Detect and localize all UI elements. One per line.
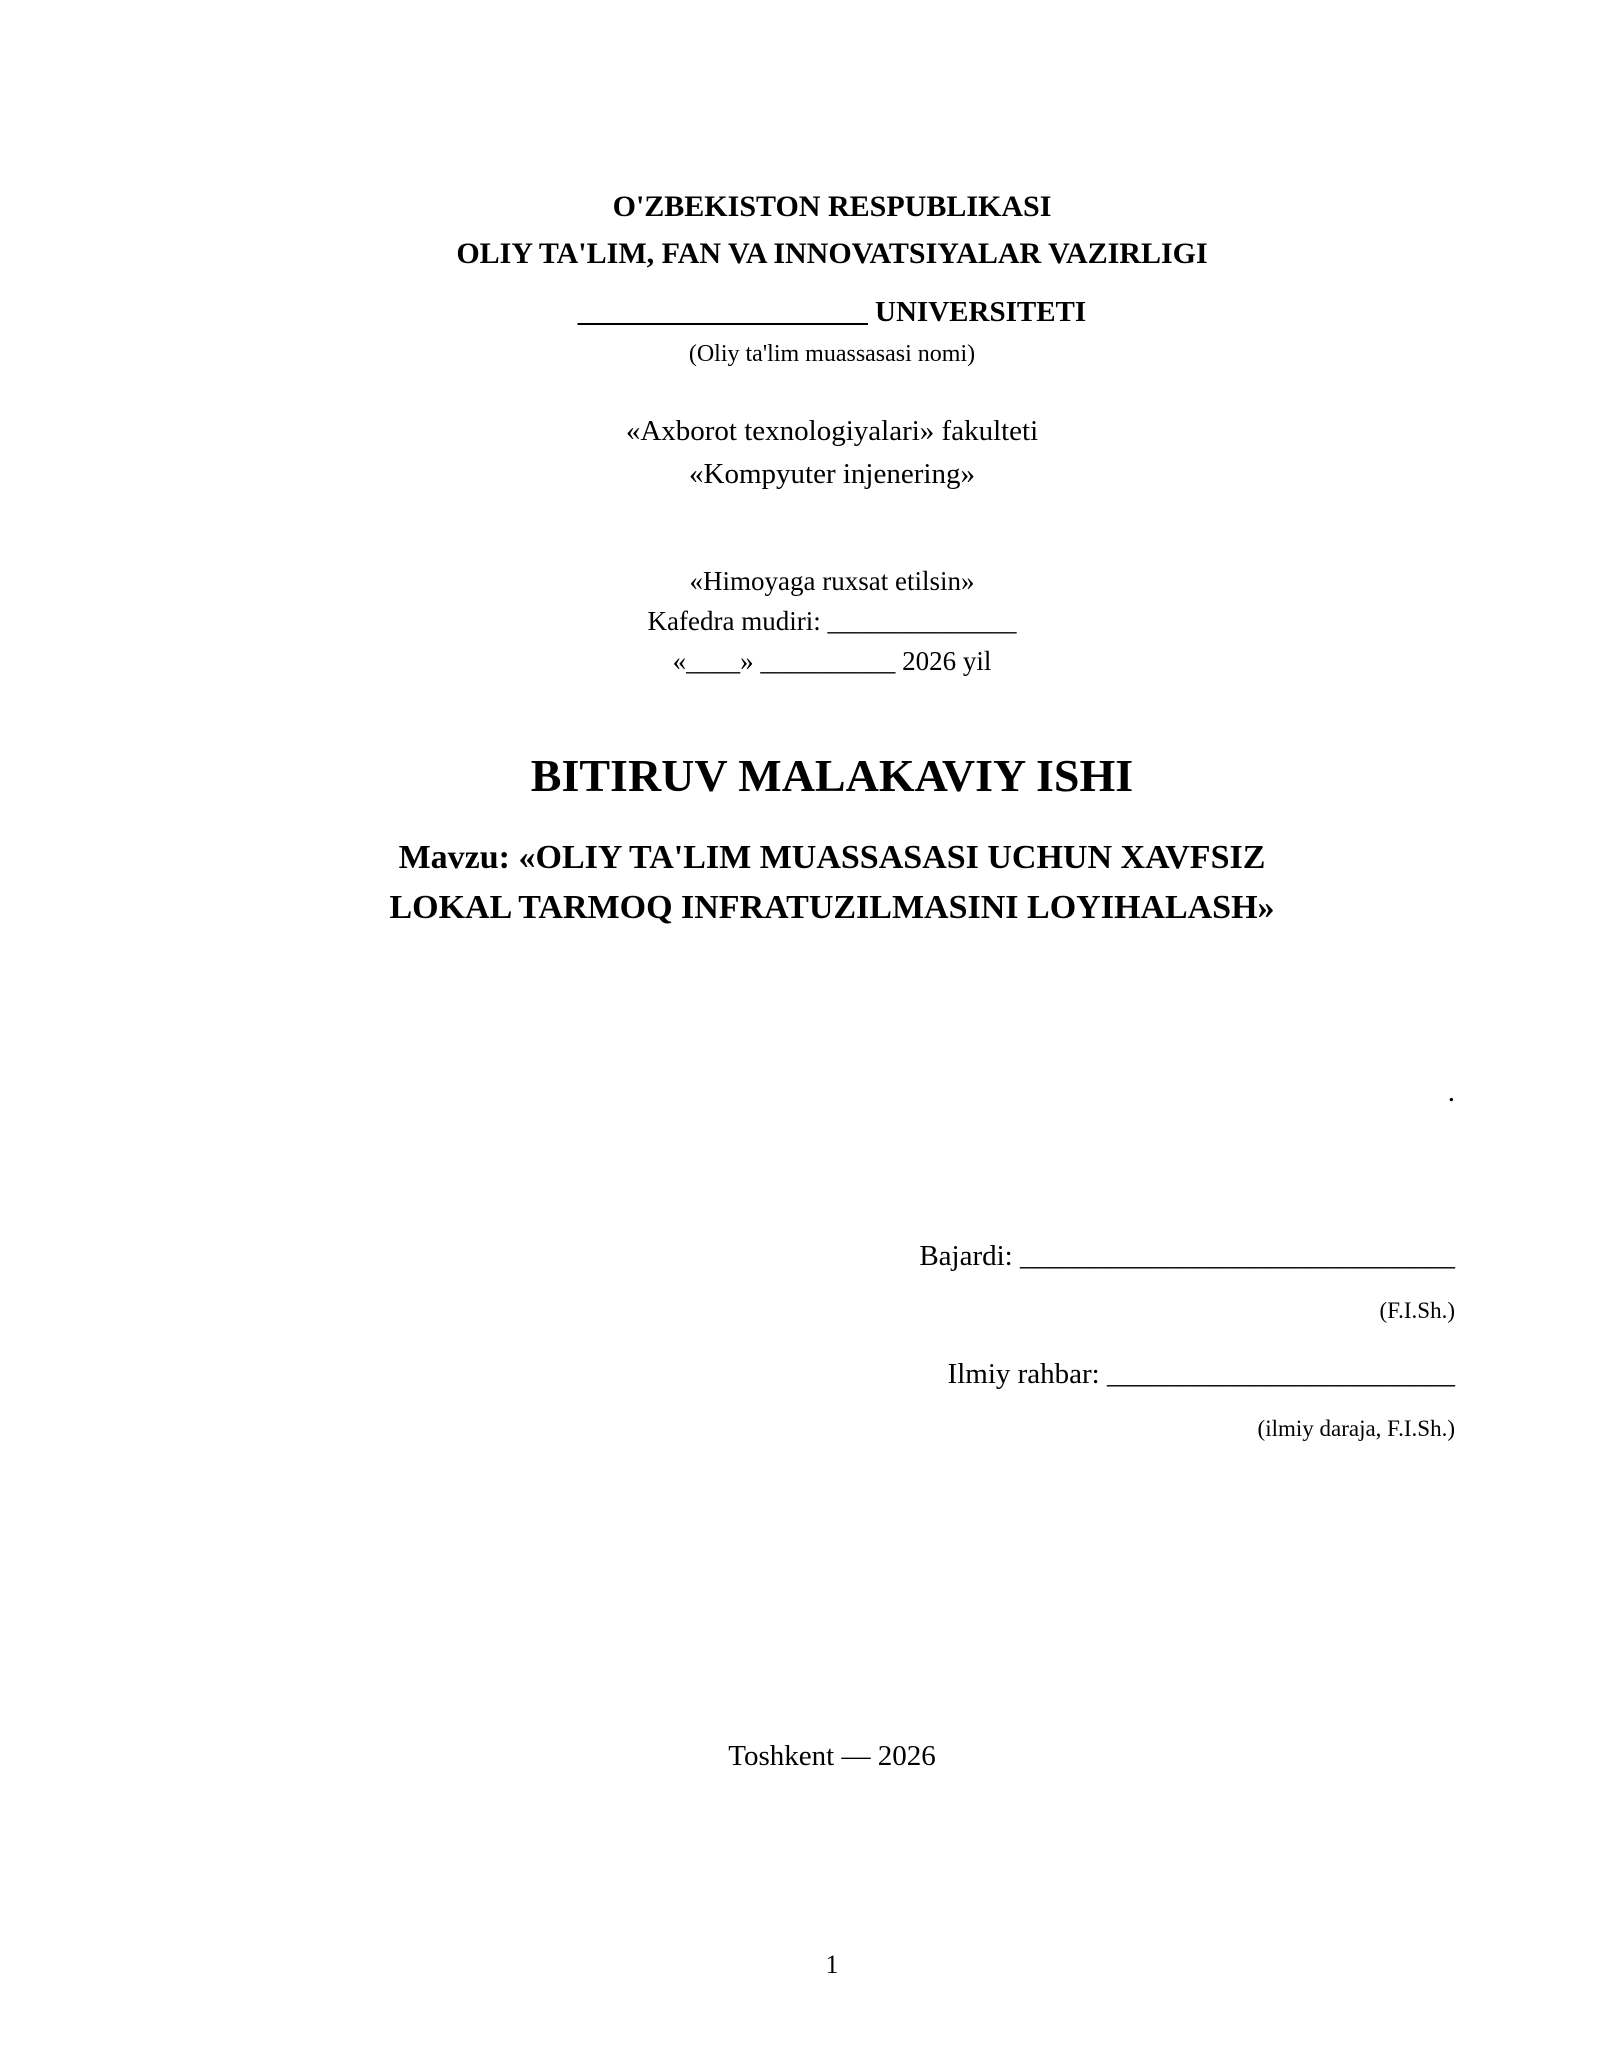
university-heading: ____________________ UNIVERSITETI bbox=[577, 296, 1087, 328]
university-caption: (Oliy ta'lim muassasasi nomi) bbox=[688, 341, 976, 367]
faculty-line: «Axborot texnologiyalari» fakulteti bbox=[625, 415, 1039, 447]
approval-title: «Himoyaga ruxsat etilsin» bbox=[689, 566, 975, 596]
page-number: 1 bbox=[825, 1950, 839, 1979]
performer-line: Bajardi: ______________________________ bbox=[919, 1240, 1455, 1272]
department-head-line: Kafedra mudiri: ______________ bbox=[647, 606, 1017, 636]
ministry-heading: OLIY TA'LIM, FAN VA INNOVATSIYALAR VAZIRLIGI bbox=[456, 237, 1208, 270]
stray-dot: . bbox=[1447, 1076, 1455, 1108]
topic-line-2: LOKAL TARMOQ INFRATUZILMASINI LOYIHALASH» bbox=[389, 889, 1275, 926]
performer-caption: (F.I.Sh.) bbox=[1379, 1298, 1455, 1323]
country-heading: O'ZBEKISTON RESPUBLIKASI bbox=[612, 190, 1052, 223]
approval-date-line: «____» __________ 2026 yil bbox=[672, 646, 992, 676]
topic-line-1: Mavzu: «OLIY TA'LIM MUASSASASI UCHUN XAVFSIZ bbox=[398, 839, 1266, 876]
department-line: «Kompyuter injenering» bbox=[689, 458, 975, 490]
place-year: Toshkent — 2026 bbox=[728, 1740, 936, 1772]
supervisor-caption: (ilmiy daraja, F.I.Sh.) bbox=[1257, 1416, 1455, 1441]
supervisor-line: Ilmiy rahbar: ________________________ bbox=[947, 1358, 1455, 1390]
work-type-title: BITIRUV MALAKAVIY ISHI bbox=[530, 750, 1134, 801]
